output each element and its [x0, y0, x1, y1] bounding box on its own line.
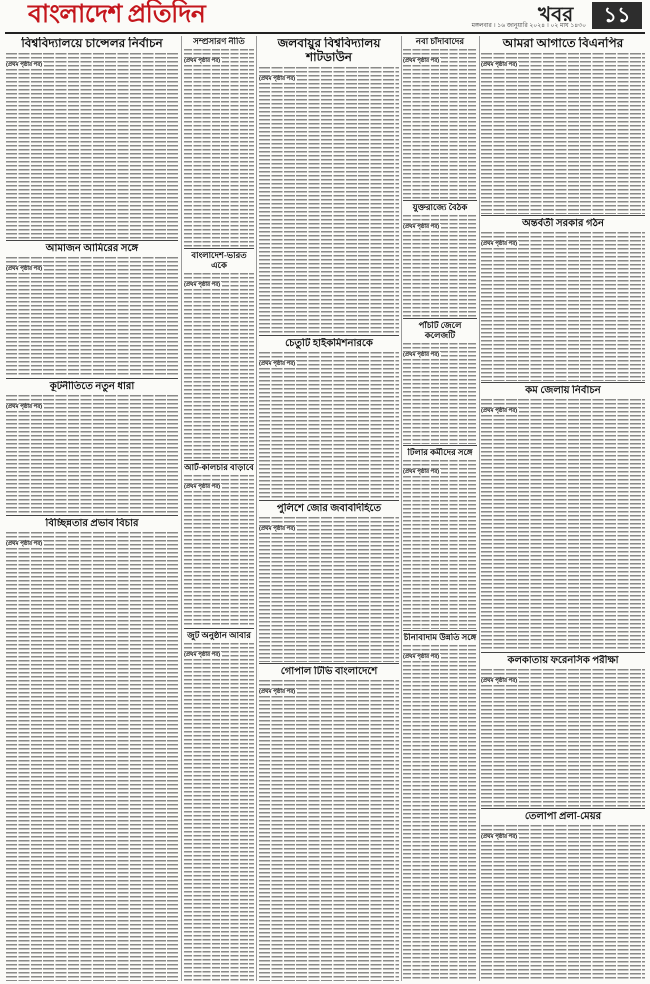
article-lead: (প্রথম পৃষ্ঠার পর) — [259, 688, 296, 695]
article-lead: (প্রথম পৃষ্ঠার পর) — [184, 651, 221, 658]
article-headline: বাংলাদেশ-ভারত একে — [191, 251, 247, 270]
article-headline: চেতুটি হাইকমিশনারকে — [285, 338, 373, 349]
masthead-rule — [5, 32, 645, 34]
article-headline: তেলাপা প্রলা-মেয়র — [524, 811, 602, 822]
article-headline: সম্প্রসারণ নীতি — [193, 37, 245, 46]
article-high-commissioner — [259, 335, 399, 499]
article-body-text — [481, 53, 645, 214]
article-trial — [6, 515, 178, 981]
article-headline: কূটনীতিতে নতুন ধারা — [49, 381, 135, 392]
article-headline: গোপাল টিভি বাংলাদেশে — [280, 666, 378, 677]
article-bnp — [481, 37, 645, 214]
article-lead: (প্রথম পৃষ্ঠার পর) — [184, 57, 221, 64]
article-body-text — [403, 645, 477, 981]
article-headline: অন্তর্বর্তী সরকার গঠন — [522, 218, 604, 229]
article-body-text — [6, 532, 178, 982]
article-lead: (প্রথম পৃষ্ঠার পর) — [259, 360, 296, 367]
article-lead: (প্রথম পৃষ্ঠার পর) — [481, 61, 518, 68]
article-lead: (প্রথম পৃষ্ঠার পর) — [481, 833, 518, 840]
article-headline: আমরা আগাতে বিএনপির — [502, 37, 624, 50]
section-name: খবর — [538, 4, 574, 26]
article-lead: (প্রথম পৃষ্ঠার পর) — [184, 483, 221, 490]
article-body-text — [403, 215, 477, 317]
column-divider — [401, 36, 402, 981]
article-lead: (প্রথম পৃষ্ঠার পর) — [184, 281, 221, 288]
article-interim-government — [481, 215, 645, 381]
article-body-text — [184, 273, 254, 459]
article-body-text — [6, 257, 178, 378]
column-divider — [256, 36, 257, 981]
article-headline: পাঁচটি জেলে কলেজটি — [418, 321, 462, 340]
article-five-colleges — [403, 318, 477, 444]
article-body-text — [481, 669, 645, 808]
article-mayor — [481, 808, 645, 981]
article-uk-meeting — [403, 200, 477, 317]
article-lead: (প্রথম পৃষ্ঠার পর) — [403, 653, 440, 660]
article-headline: আমাজন আমিরের সঙ্গে — [45, 243, 139, 254]
article-headline: বিশ্ববিদ্যালয়ে চান্সেলর নির্বাচন — [21, 37, 163, 50]
article-body-text — [481, 399, 645, 652]
article-body-text — [259, 352, 399, 500]
article-tv — [259, 663, 399, 981]
article-art-culture — [184, 460, 254, 627]
article-lead: (প্রথম পৃষ্ঠার পর) — [403, 351, 440, 358]
article-body-text — [403, 343, 477, 444]
article-body-text — [184, 475, 254, 627]
article-lead: (প্রথম পৃষ্ঠার পর) — [403, 57, 440, 64]
article-headline: টিলার কর্মীদের সঙ্গে — [407, 448, 473, 457]
article-jute-event — [184, 628, 254, 981]
column-divider — [181, 36, 182, 981]
article-headline: পুলিশে জোর জবাবদিহিতে — [276, 503, 382, 514]
article-lead: (প্রথম পৃষ্ঠার পর) — [403, 223, 440, 230]
article-groundnut — [403, 630, 477, 981]
article-extortion — [403, 37, 477, 199]
article-diplomacy — [6, 378, 178, 514]
article-chancellor-election — [6, 37, 178, 239]
article-lead: (প্রথম পৃষ্ঠার পর) — [481, 677, 518, 684]
article-headline: কম জেলায় নির্বাচন — [525, 385, 601, 396]
article-body-text — [481, 232, 645, 382]
article-headline: বিচ্ছিন্নতার প্রভাব বিচার — [45, 518, 139, 529]
article-headline: কলকাতায় ফরেনসিক পরীক্ষা — [507, 655, 619, 666]
article-district-election — [481, 382, 645, 651]
article-lead: (প্রথম পৃষ্ঠার পর) — [6, 540, 43, 547]
article-lead: (প্রথম পৃষ্ঠার পর) — [6, 61, 43, 68]
article-body-text — [184, 643, 254, 981]
article-amazon-amir — [6, 240, 178, 377]
article-lead: (প্রথম পৃষ্ঠার পর) — [259, 75, 296, 82]
article-lead: (প্রথম পৃষ্ঠার পর) — [481, 240, 518, 247]
article-body-text — [259, 517, 399, 663]
article-headline: নবা চাঁদাবাদের — [415, 37, 465, 46]
article-body-text — [481, 825, 645, 982]
article-lead: (প্রথম পৃষ্ঠার পর) — [259, 525, 296, 532]
article-lead: (প্রথম পৃষ্ঠার পর) — [6, 403, 43, 410]
article-headline: যুক্তরাজ্যে বৈঠক — [412, 203, 468, 212]
article-bangladesh-india — [184, 248, 254, 459]
article-body-text — [403, 460, 477, 629]
article-body-text — [403, 49, 477, 199]
article-body-text — [6, 395, 178, 515]
article-lead: (প্রথম পৃষ্ঠার পর) — [481, 407, 518, 414]
date-line: মঙ্গলবার । ১৬ জানুয়ারি ২০২৪ । ০২ মাঘ ১৪৩০ — [471, 23, 586, 29]
article-body-text — [259, 67, 399, 334]
article-body-text — [259, 680, 399, 982]
article-headline: জুট অনুষ্ঠান আবার — [187, 631, 251, 640]
article-police-accountability — [259, 500, 399, 662]
article-expansion-policy — [184, 37, 254, 247]
article-lead: (প্রথম পৃষ্ঠার পর) — [6, 265, 43, 272]
article-workers — [403, 445, 477, 629]
article-forensic-test — [481, 652, 645, 807]
article-body-text — [6, 53, 178, 239]
page-number-badge: ১১ — [592, 2, 642, 29]
article-headline: আর্ট-কালচার বাড়াবে — [184, 463, 254, 472]
newspaper-logo: বাংলাদেশ প্রতিদিন — [28, 1, 206, 28]
article-body-text — [184, 49, 254, 247]
article-headline: জলবায়ুর বিশ্ববিদ্যালয় শাটডাউন — [277, 37, 381, 64]
article-lead: (প্রথম পৃষ্ঠার পর) — [403, 468, 440, 475]
article-headline: চীনাবাদাম উন্নতি সঙ্গে — [403, 633, 477, 642]
column-divider — [479, 36, 480, 981]
article-university-shutdown — [259, 37, 399, 334]
